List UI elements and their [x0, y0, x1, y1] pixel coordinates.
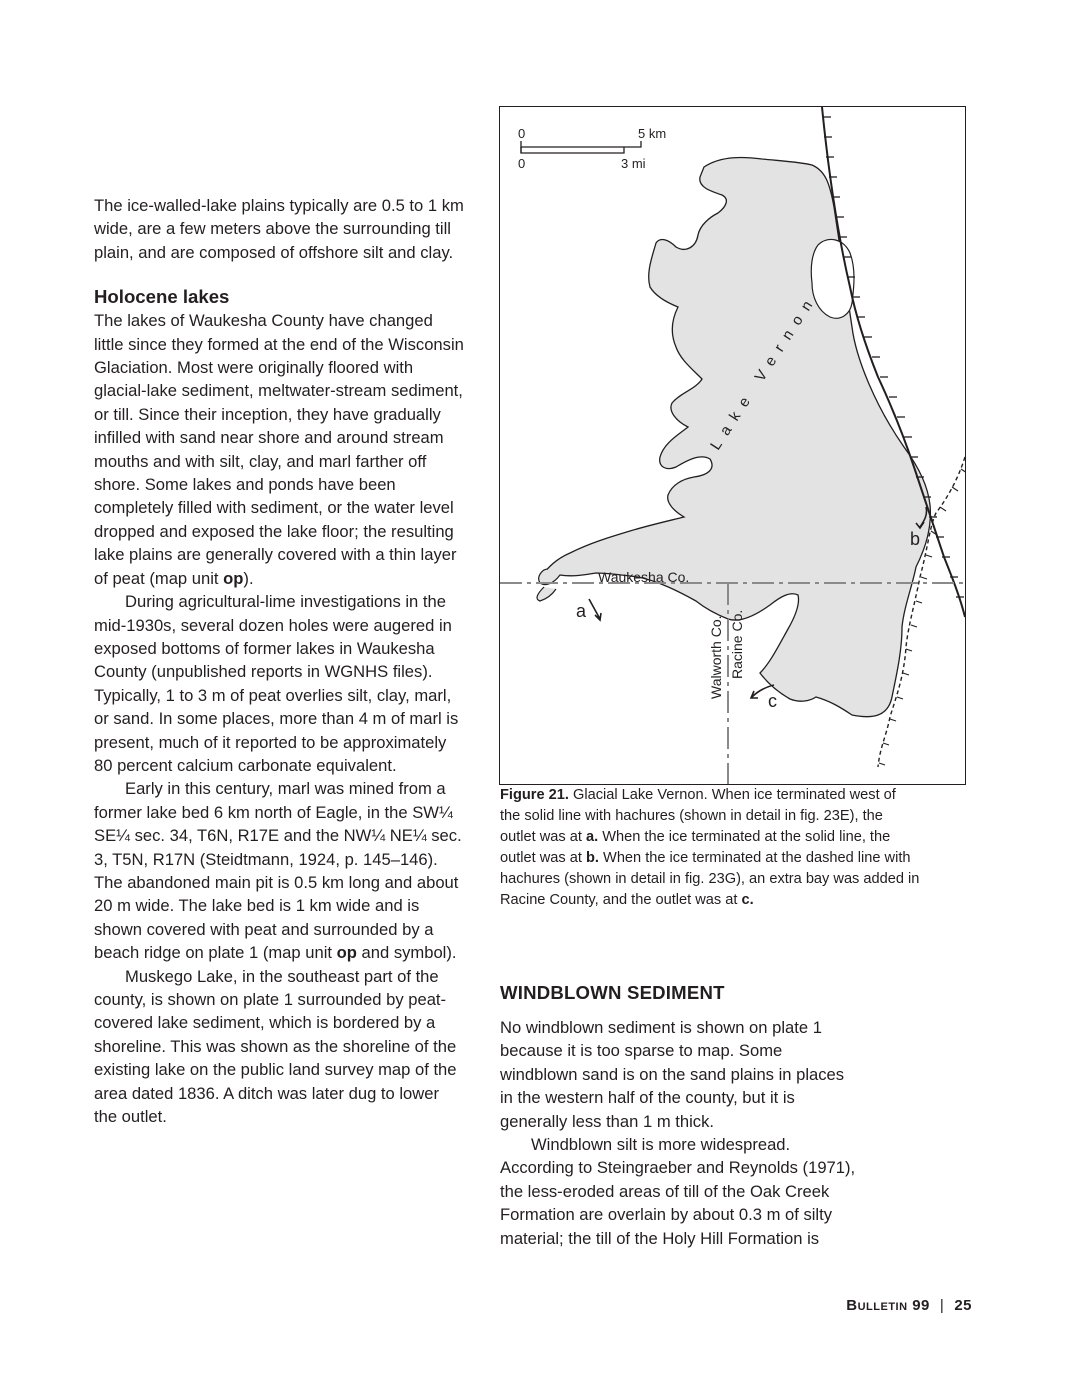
series-name: Bulletin: [846, 1297, 908, 1314]
lake-bays-sw: [537, 569, 560, 601]
paragraph-holocene-4: Muskego Lake, in the southeast part of the county, is shown on plate 1 surrounded by peat-covered lake sediment, which is bordered by a shoreline. This was shown as the shoreline of the existing lake on the public land survey map of the area dated 1836. A ditch was later dug to lower the outlet.: [94, 966, 457, 1127]
outlet-c-label: c: [768, 691, 777, 711]
holocene-lakes-heading: Holocene lakes: [94, 286, 230, 308]
outlet-a-label: a: [576, 601, 587, 621]
paragraph-intro: The ice-walled-lake plains typically are 0.5 to 1 km wide, are a few meters above the surrounding till plain, and are composed of offshore silt and clay.: [94, 196, 464, 262]
outlet-b-label: b: [910, 529, 921, 549]
paragraph-windblown-2: Windblown silt is more widespread. According to Steingraeber and Reynolds (1971), the less-eroded areas of till of the Oak Creek Formation are overlain by about 0.3 m of silty material; the till of the Holy Hill Formation is: [500, 1135, 856, 1248]
scale-bar: [521, 141, 641, 153]
figure-caption: Figure 21. Glacial Lake Vernon. When ice terminated west of the solid line with hachures (shown in detail in fig. 23E), the outlet was at a. When the ice terminated at the solid line, the outlet was at b. When the ice terminated at the dashed line with hachures (shown in detail in fig. 23G), an extra bay was added in Racine County, and the outlet was at c.: [500, 787, 920, 908]
figure-21-map: [499, 106, 966, 785]
outlet-a-arrow: [589, 599, 601, 620]
paragraph-holocene-2: During agricultural-lime investigations in the mid-1930s, several dozen holes were augered in exposed bottoms of former lakes in Waukesha County (unpublished reports in WGNHS files). Typically, 1 to 3 m of peat overlies silt, clay, marl, or sand. In some places, more than 4 m of marl is present, much of it reported to be approximately 80 percent calcium carbonate equivalent.: [94, 592, 459, 775]
walworth-county-label: Walworth Co.: [708, 615, 724, 699]
map-svg: [500, 107, 965, 784]
scale-mi-label: 3 mi: [621, 156, 646, 171]
windblown-sediment-heading: WINDBLOWN SEDIMENT: [500, 982, 725, 1003]
right-column: [500, 1016, 860, 1250]
bulletin-number: 99: [912, 1297, 930, 1314]
paragraph-windblown-1: No windblown sediment is shown on plate 1 because it is too sparse to map. Some windblown sand is on the sand plains in places in the western half of the county, but it is generally less than 1 m thick.: [500, 1018, 845, 1131]
paragraph-holocene-3: Early in this century, marl was mined from a former lake bed 6 km north of Eagle, in the SW¼ SE¼ sec. 34, T6N, R17E and the NW¼ NE¼ sec. 3, T5N, R17N (Steidtmann, 1924, p. 145–146). The abandoned main pit is 0.5 km long and about 20 m wide. The lake bed is 1 km wide and is shown covered with peat and surrounded by a beach ridge on plate 1 (map unit op and symbol).: [94, 779, 462, 963]
page-footer: [846, 1297, 972, 1314]
paragraph-holocene-1: The lakes of Waukesha County have changed little since they formed at the end of the Wisconsin Glaciation. Most were originally floored with glacial-lake sediment, meltwater-stream sediment, or till. Since their inception, they have gradually infilled with sand near shore and around stream mouths and with silt, clay, and marl farther off shore. Some lakes and ponds have been completely filled with sediment, or the water level dropped and exposed the lake floor; the resulting lake plains are generally covered with a thin layer of peat (map unit op).: [94, 311, 464, 588]
waukesha-county-label: Waukesha Co.: [598, 569, 690, 585]
scale-km-label: 5 km: [638, 126, 667, 141]
page-number: 25: [954, 1297, 972, 1314]
footer-separator: |: [939, 1297, 945, 1314]
left-column: [94, 194, 464, 1128]
figure-label: Figure 21.: [500, 787, 569, 803]
racine-county-label: Racine Co.: [729, 609, 745, 679]
scale-mi-zero: 0: [518, 156, 526, 171]
scale-km-zero: 0: [518, 126, 526, 141]
lake-vernon-label: Lake Vernon: [707, 290, 822, 454]
